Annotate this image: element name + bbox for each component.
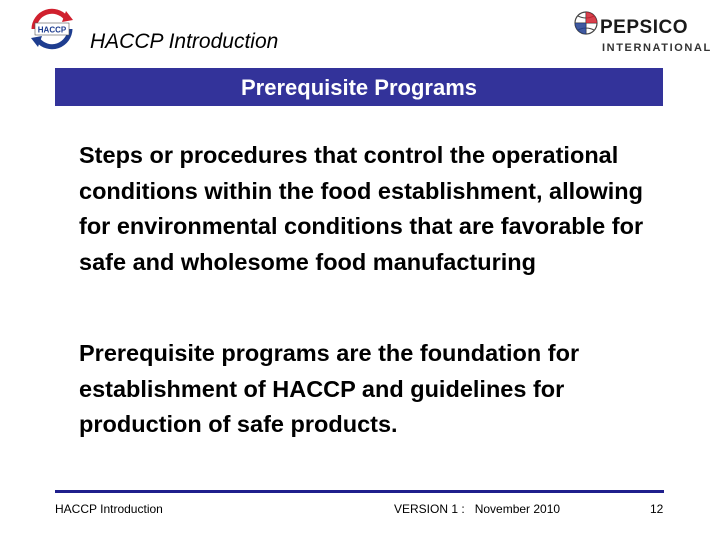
body-paragraph: Steps or procedures that control the operational conditions within the food establishment, allowing for environmental conditions that are favorable for safe and wholesome food manufacturing <box>79 142 644 275</box>
haccp-logo-text: HACCP <box>37 25 67 35</box>
footer-divider <box>55 490 664 493</box>
title-banner <box>55 68 663 106</box>
header-title: HACCP Introduction <box>90 30 279 53</box>
footer-title: HACCP Introduction <box>55 502 163 516</box>
page-number: 12 <box>650 502 664 516</box>
pepsico-wordmark: PEPSICO <box>600 17 688 38</box>
haccp-logo-icon <box>26 8 78 50</box>
pepsico-subtitle: INTERNATIONAL <box>602 42 712 54</box>
body-paragraph: Prerequisite programs are the foundation for establishment of HACCP and guidelines for production of safe products. <box>79 340 580 437</box>
pepsico-globe-icon <box>572 8 600 40</box>
footer-version: VERSION 1 : November 2010 <box>394 502 561 516</box>
pepsico-logo <box>572 8 712 58</box>
slide-title: Prerequisite Programs <box>241 75 477 100</box>
